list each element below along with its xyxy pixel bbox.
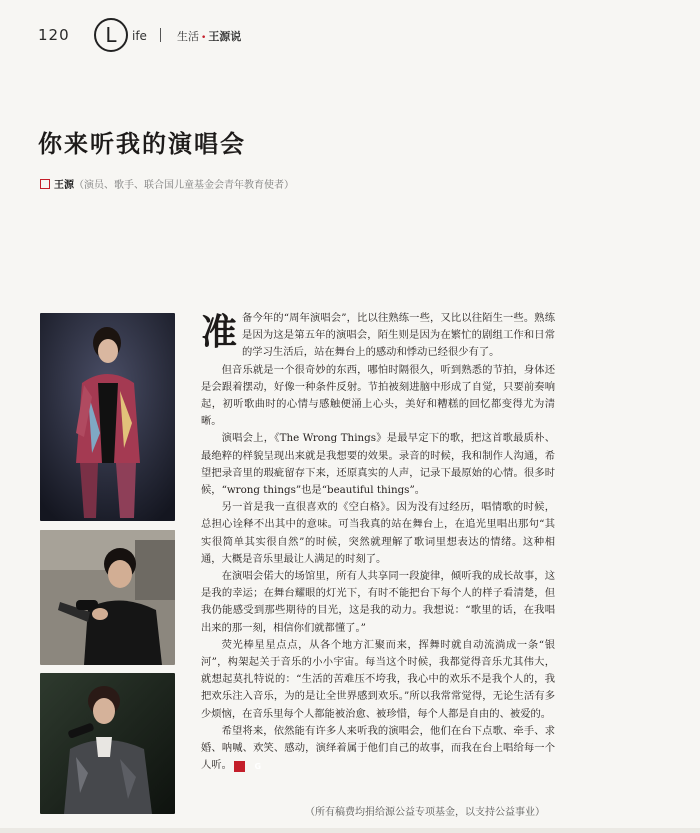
article-paragraph: 荧光棒星星点点，从各个地方汇聚而来，挥舞时就自动流淌成一条“银河”，构架起关于音乐的小小宇宙。每当这个时候，我都觉得音乐尤其伟大，就想起莫扎特说的：“生活的苦难压不垮我，我心中的欢乐不是我个人的，我把欢乐注入音乐，为的是让全世界感到欢乐。”所以我常常觉得，无论生活有多少烦恼，在音乐里每个人都能被治愈、被珍惜，每个人都是自由的、被爱的。 [201,638,555,720]
paragraph-text: 备今年的“周年演唱会”，比以往熟练一些，又比以往陌生一些。熟练是因为这是第五年的演唱会，陌生则是因为在繁忙的剧组工作和日常的学习生活后，站在舞台上的感动和悸动已经很少有了。 [242,312,555,359]
author-role: （演员、歌手、联合国儿童基金会青年教育使者） [74,180,294,191]
section-label [177,28,241,44]
article-paragraph: 在演唱会偌大的场馆里，所有人共享同一段旋律，倾听我的成长故事，这是我的幸运；在舞台耀眼的灯光下，有时不能把台下每个人的样子看清楚，但我仍能感受到那些期待的目光，这是我的动力。我想说：“歌里的话，在我唱出来的那一刻，相信你们就都懂了。” [201,570,555,634]
concert-photo-1 [40,313,175,521]
article-paragraph: 另一首是我一直很喜欢的《空白格》。因为没有过经历，唱情歌的时候，总担心诠释不出其中的意味。可当我真的站在舞台上，在追光里唱出那句“其实很简单其实很自然”的时候，突然就理解了歌词里想表达的情绪。这种相通，大概是音乐里最让人满足的时刻了。 [201,501,555,565]
magazine-logo-circle: L [94,18,128,52]
column-name: 王源说 [208,30,242,43]
page-header [0,0,700,70]
article-paragraph: 但音乐就是一个很奇妙的东西，哪怕时隔很久，听到熟悉的节拍，身体还是会跟着摆动，好像一种条件反射。节拍被刻进脑中形成了自觉，只要前奏响起，初听歌曲时的心情与感触便涌上心头，美好和糟糕的回忆都变得尤为清晰。 [201,363,555,428]
section-name: 生活 [177,30,199,43]
article-body [201,310,555,774]
page-number: 120 [38,26,70,44]
drop-cap: 准 [201,311,238,353]
author-line [40,176,294,191]
concert-photo-2 [40,530,175,665]
end-mark-icon: G [234,761,245,772]
article-paragraph [201,310,555,362]
magazine-logo-word: ife [132,29,147,43]
article-title: 你来听我的演唱会 [38,129,246,158]
article-paragraph [201,723,555,775]
author-marker-icon [40,179,50,189]
concert-photo-3 [40,673,175,814]
section-dot-icon: • [201,33,207,43]
author-name: 王源 [54,180,74,191]
header-divider [160,28,161,42]
footnote: （所有稿费均捐给源公益专项基金，以支持公益事业） [305,807,545,818]
paragraph-text: 希望将来，依然能有许多人来听我的演唱会，他们在台下点歌、牵手、求婚、呐喊、欢笑、感动，演绎着属于他们自己的故事，而我在台上唱给每一个人听。 [201,724,555,772]
page-bottom-band [0,828,700,833]
article-paragraph: 演唱会上，《The Wrong Things》是最早定下的歌，把这首歌最质朴、最绝粹的样貌呈现出来就是我想要的效果。录音的时候，我和制作人沟通，希望把录音里的瑕疵留存下来，还原真实的人声，记录下最原始的心情。很多时候，“wrong things”也是“beautiful things”。 [201,432,555,497]
